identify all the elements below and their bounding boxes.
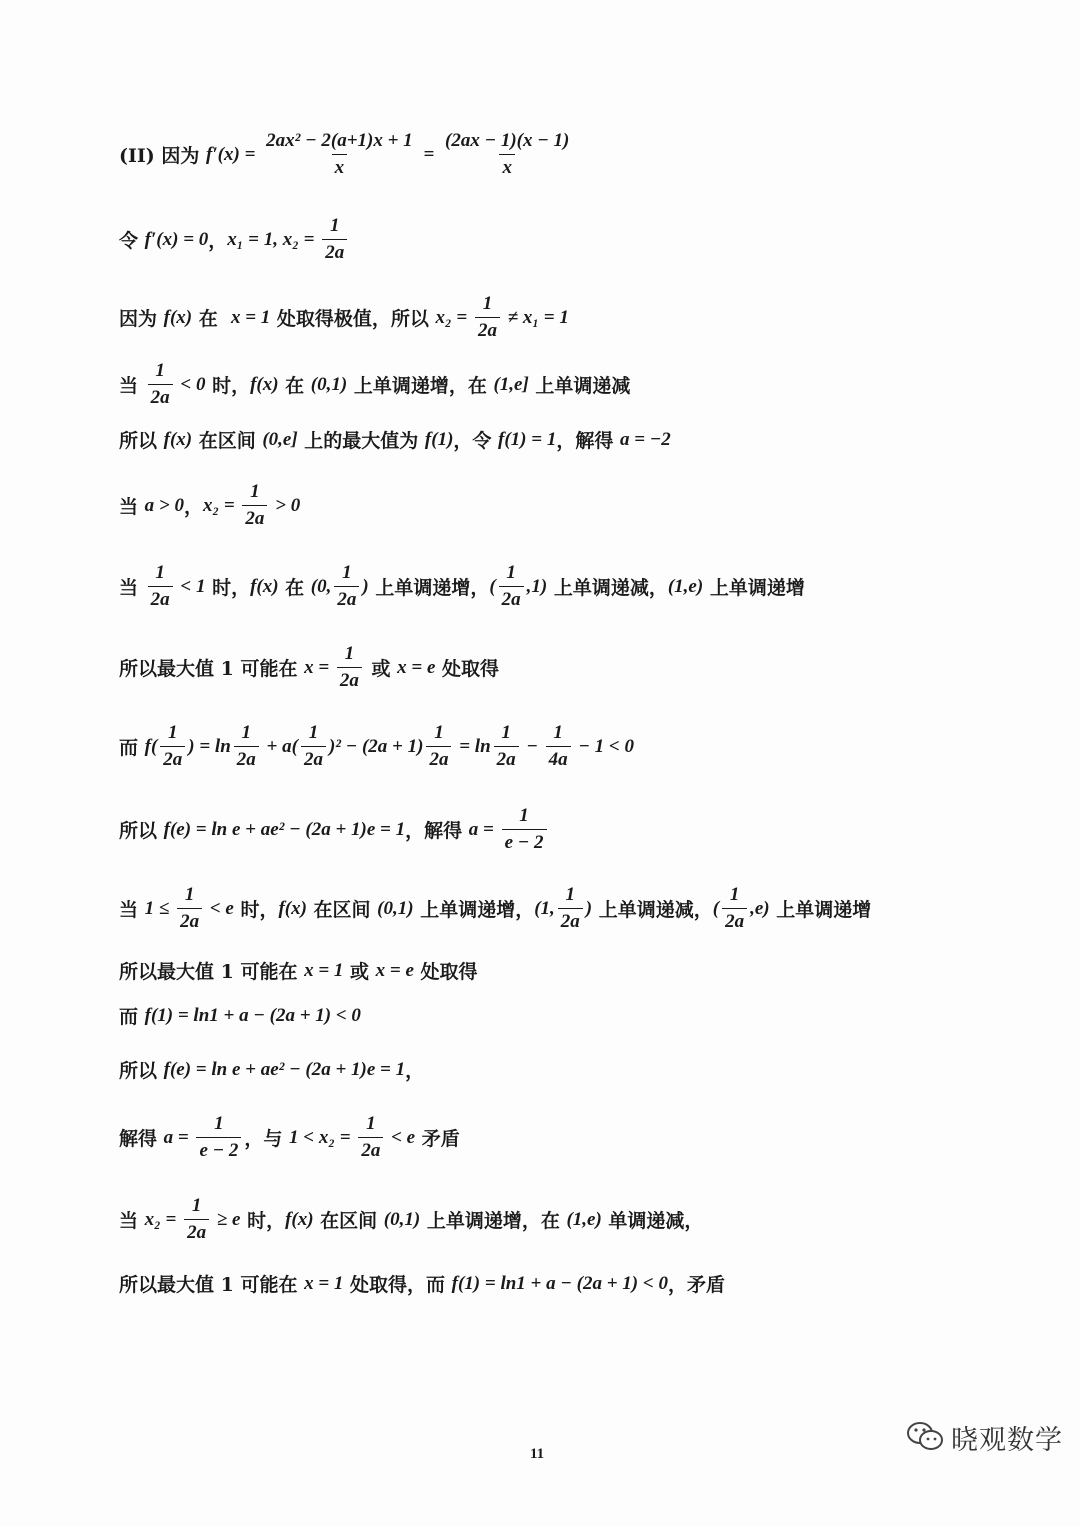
- text-segment: 处取得，而: [343, 1274, 452, 1296]
- solution-line: [119, 884, 871, 933]
- math-expression: −: [521, 735, 543, 757]
- math-expression: =: [418, 143, 440, 165]
- fraction-numerator: 2ax² − 2(a+1)x + 1: [266, 130, 413, 151]
- fraction: [502, 805, 547, 854]
- text-segment: 而: [119, 1006, 145, 1028]
- math-expression: (1,e]: [493, 373, 529, 395]
- solution-line: [119, 562, 805, 611]
- fraction: [184, 1195, 209, 1244]
- fraction-numerator: 1: [565, 884, 576, 905]
- watermark: [905, 1418, 1063, 1457]
- fraction-denominator: x: [332, 154, 348, 179]
- math-expression: x₂ =: [144, 1208, 182, 1230]
- fraction-numerator: 1: [155, 360, 165, 381]
- text-segment: 单调递减，: [601, 1210, 704, 1232]
- solution-line: [119, 1056, 424, 1083]
- math-expression: ≥ e: [212, 1208, 241, 1230]
- text-segment: 处取得: [413, 961, 478, 983]
- wechat-icon: [905, 1419, 945, 1457]
- math-expression: − 1 < 0: [573, 735, 635, 757]
- fraction-denominator: 2a: [184, 1219, 209, 1244]
- solution-line: [119, 805, 550, 854]
- fraction-numerator: 1: [241, 722, 252, 743]
- fraction-denominator: 2a: [148, 384, 173, 409]
- math-expression: 1 < x₂ =: [289, 1126, 356, 1148]
- math-expression: x = 1: [230, 306, 271, 328]
- math-expression: ,e): [750, 897, 770, 919]
- fraction: [148, 562, 173, 611]
- fraction-numerator: 1: [191, 1195, 202, 1216]
- text-segment: 所以最大值 1 可能在: [119, 961, 305, 983]
- math-expression: a > 0: [144, 494, 184, 516]
- math-expression: f′(x) = 0: [144, 228, 209, 250]
- text-segment: 或: [343, 961, 376, 983]
- text-segment: 在: [278, 375, 311, 397]
- math-expression: < e: [386, 1126, 416, 1148]
- fraction-numerator: 1: [519, 805, 529, 826]
- math-expression: f(1) = ln1 + a − (2a + 1) < 0: [144, 1004, 361, 1026]
- solution-line: [119, 1270, 725, 1297]
- solution-line: [119, 130, 575, 179]
- fraction-denominator: 2a: [426, 746, 451, 771]
- text-segment: ，解得: [405, 820, 469, 842]
- fraction-denominator: 2a: [475, 317, 500, 342]
- fraction-numerator: 1: [434, 722, 444, 743]
- math-expression: ): [585, 897, 593, 919]
- math-expression: (: [489, 575, 496, 597]
- fraction-numerator: 1: [344, 643, 355, 664]
- text-segment: 矛盾: [415, 1128, 460, 1150]
- text-segment: 解得: [119, 1128, 164, 1150]
- text-segment: 上单调递增: [703, 577, 805, 599]
- text-segment: 在: [192, 308, 231, 330]
- math-expression: f(x): [163, 428, 193, 450]
- fraction: [242, 481, 267, 530]
- math-expression: f′(x) =: [206, 143, 261, 165]
- fraction: [148, 360, 173, 409]
- math-expression: f(: [144, 735, 158, 757]
- math-expression: (0,1): [310, 373, 348, 395]
- solution-line: [119, 426, 671, 453]
- math-expression: ): [362, 575, 369, 597]
- fraction-numerator: 1: [366, 1113, 376, 1134]
- math-expression: f(1) = ln1 + a − (2a + 1) < 0: [451, 1272, 668, 1294]
- text-segment: 在: [278, 577, 311, 599]
- text-segment: ，与: [244, 1128, 290, 1150]
- fraction-denominator: 2a: [234, 746, 259, 771]
- text-segment: 或: [364, 658, 398, 680]
- text-segment: 所以: [119, 820, 164, 842]
- fraction-denominator: 2a: [160, 746, 185, 771]
- fraction-numerator: 1: [482, 293, 493, 314]
- math-expression: f(x): [163, 306, 193, 328]
- text-segment: 当: [119, 899, 145, 921]
- solution-line: [119, 1002, 361, 1029]
- text-segment: 在区间: [192, 430, 263, 452]
- text-segment: 当: [119, 375, 145, 397]
- fraction-numerator: 1: [214, 1113, 224, 1134]
- text-segment: 上单调递增，在: [420, 1210, 567, 1232]
- fraction-denominator: 2a: [358, 1137, 383, 1162]
- fraction: [358, 1113, 383, 1162]
- fraction: [337, 643, 362, 692]
- text-segment: 在区间: [306, 899, 378, 921]
- fraction: [722, 884, 747, 933]
- math-expression: f(1): [424, 428, 454, 450]
- math-expression: a =: [163, 1126, 194, 1148]
- fraction-numerator: 1: [308, 722, 319, 743]
- text-segment: ，解得: [556, 430, 620, 452]
- text-segment: 上单调递减，: [592, 899, 713, 921]
- math-expression: x = 1: [304, 959, 344, 981]
- math-expression: (1,e): [667, 575, 704, 597]
- math-expression: x = e: [375, 959, 414, 981]
- math-expression: f(x): [250, 575, 279, 597]
- fraction: [234, 722, 259, 771]
- text-segment: 时，: [233, 899, 279, 921]
- text-segment: ，: [183, 496, 203, 518]
- text-segment: 上的最大值为: [297, 430, 425, 452]
- fraction-denominator: 2a: [301, 746, 326, 771]
- fraction: [546, 722, 571, 771]
- fraction-denominator: e − 2: [502, 829, 547, 854]
- fraction: [334, 562, 359, 611]
- solution-line: [119, 293, 569, 342]
- fraction-denominator: 2a: [494, 746, 519, 771]
- text-segment: 而: [119, 737, 145, 759]
- text-segment: 当: [119, 496, 145, 518]
- fraction-denominator: 2a: [499, 586, 524, 611]
- text-segment: 所以最大值 1 可能在: [119, 658, 305, 680]
- math-expression: (0,e]: [262, 428, 298, 450]
- text-segment: 上单调递增，: [413, 899, 535, 921]
- fraction-numerator: 1: [250, 481, 260, 502]
- fraction: [442, 130, 572, 179]
- math-expression: f(1) = 1: [498, 428, 557, 450]
- math-expression: 1 ≤: [144, 897, 175, 919]
- text-segment: 上单调递增，: [368, 577, 490, 599]
- text-segment: 上单调递增，在: [347, 375, 494, 397]
- fraction: [263, 130, 416, 179]
- text-segment: (II) 因为: [119, 145, 206, 167]
- fraction-numerator: 1: [506, 562, 516, 583]
- fraction: [494, 722, 519, 771]
- math-expression: = ln: [454, 735, 491, 757]
- watermark-text: 晓观数学: [951, 1425, 1063, 1456]
- solution-line: [119, 957, 478, 984]
- math-expression: )² − (2a + 1): [328, 735, 424, 757]
- math-expression: x₂ =: [435, 306, 472, 328]
- text-segment: 时，: [205, 375, 251, 397]
- math-expression: f(x): [285, 1208, 314, 1230]
- fraction-numerator: 1: [553, 722, 563, 743]
- text-segment: 上单调递减: [528, 375, 631, 397]
- fraction-numerator: 1: [329, 215, 340, 236]
- math-expression: f(x): [250, 373, 279, 395]
- text-segment: 所以: [119, 1060, 164, 1082]
- math-expression: (: [712, 897, 720, 919]
- text-segment: 因为: [119, 308, 164, 330]
- solution-line: [119, 1113, 460, 1162]
- fraction-denominator: x: [499, 154, 515, 179]
- math-expression: a = −2: [619, 428, 671, 450]
- fraction-numerator: 1: [501, 722, 511, 743]
- math-expression: ≠ x₁ = 1: [502, 306, 569, 328]
- math-expression: + a(: [261, 735, 298, 757]
- text-segment: 所以最大值 1 可能在: [119, 1274, 305, 1296]
- text-segment: 所以: [119, 430, 164, 452]
- fraction-denominator: e − 2: [196, 1137, 241, 1162]
- text-segment: 当: [119, 1210, 145, 1232]
- math-expression: < 1: [175, 575, 206, 597]
- math-expression: < 0: [175, 373, 206, 395]
- solution-line: [119, 722, 634, 771]
- text-segment: 处取得极值，所以: [270, 308, 436, 330]
- math-expression: ) = ln: [188, 735, 231, 757]
- text-segment: 时，: [205, 577, 251, 599]
- fraction: [426, 722, 451, 771]
- text-segment: ，: [405, 1060, 425, 1082]
- math-expression: x₂ =: [202, 494, 240, 516]
- fraction-numerator: 1: [342, 562, 352, 583]
- math-expression: (1,e): [566, 1208, 602, 1230]
- fraction-denominator: 2a: [242, 505, 267, 530]
- math-expression: x =: [304, 656, 334, 678]
- fraction-numerator: 1: [155, 562, 165, 583]
- fraction: [177, 884, 202, 933]
- text-segment: ，: [208, 230, 228, 252]
- text-segment: 上单调递增: [769, 899, 872, 921]
- math-expression: (0,1): [377, 897, 414, 919]
- math-expression: x = 1: [304, 1272, 344, 1294]
- fraction-denominator: 2a: [334, 586, 359, 611]
- fraction-numerator: (2ax − 1)(x − 1): [445, 130, 570, 151]
- solution-line: [119, 215, 350, 264]
- math-expression: (0,: [310, 575, 332, 597]
- fraction: [499, 562, 524, 611]
- solution-line: [119, 1195, 703, 1244]
- fraction-denominator: 2a: [177, 908, 202, 933]
- text-segment: ，令: [453, 430, 499, 452]
- fraction-numerator: 1: [729, 884, 740, 905]
- fraction-numerator: 1: [184, 884, 195, 905]
- fraction-denominator: 2a: [148, 586, 173, 611]
- fraction: [322, 215, 347, 264]
- math-expression: > 0: [270, 494, 301, 516]
- page-number: 11: [530, 1446, 545, 1462]
- math-expression: a =: [468, 818, 499, 840]
- math-expression: (1,: [534, 897, 555, 919]
- solution-line: [119, 481, 300, 530]
- text-segment: 上单调递减，: [547, 577, 668, 599]
- text-segment: 令: [119, 230, 145, 252]
- math-expression: f(x): [278, 897, 307, 919]
- fraction-denominator: 2a: [558, 908, 583, 933]
- math-expression: < e: [205, 897, 234, 919]
- math-expression: x = e: [397, 656, 436, 678]
- text-segment: ，矛盾: [667, 1274, 725, 1296]
- solution-line: [119, 643, 499, 692]
- text-segment: 处取得: [435, 658, 500, 680]
- text-segment: 时，: [240, 1210, 286, 1232]
- fraction: [160, 722, 185, 771]
- fraction: [196, 1113, 241, 1162]
- fraction: [301, 722, 326, 771]
- text-segment: 在区间: [313, 1210, 384, 1232]
- math-expression: x₁ = 1, x₂ =: [227, 228, 320, 250]
- fraction: [475, 293, 500, 342]
- fraction-denominator: 2a: [337, 667, 362, 692]
- math-expression: (0,1): [383, 1208, 421, 1230]
- math-expression: ,1): [526, 575, 548, 597]
- fraction-denominator: 4a: [546, 746, 571, 771]
- math-expression: f(e) = ln e + ae² − (2a + 1)e = 1: [163, 818, 406, 840]
- fraction-denominator: 2a: [322, 239, 347, 264]
- math-expression: f(e) = ln e + ae² − (2a + 1)e = 1: [163, 1058, 406, 1080]
- fraction-denominator: 2a: [722, 908, 747, 933]
- text-segment: 当: [119, 577, 145, 599]
- solution-line: [119, 360, 630, 409]
- fraction-numerator: 1: [168, 722, 178, 743]
- fraction: [558, 884, 583, 933]
